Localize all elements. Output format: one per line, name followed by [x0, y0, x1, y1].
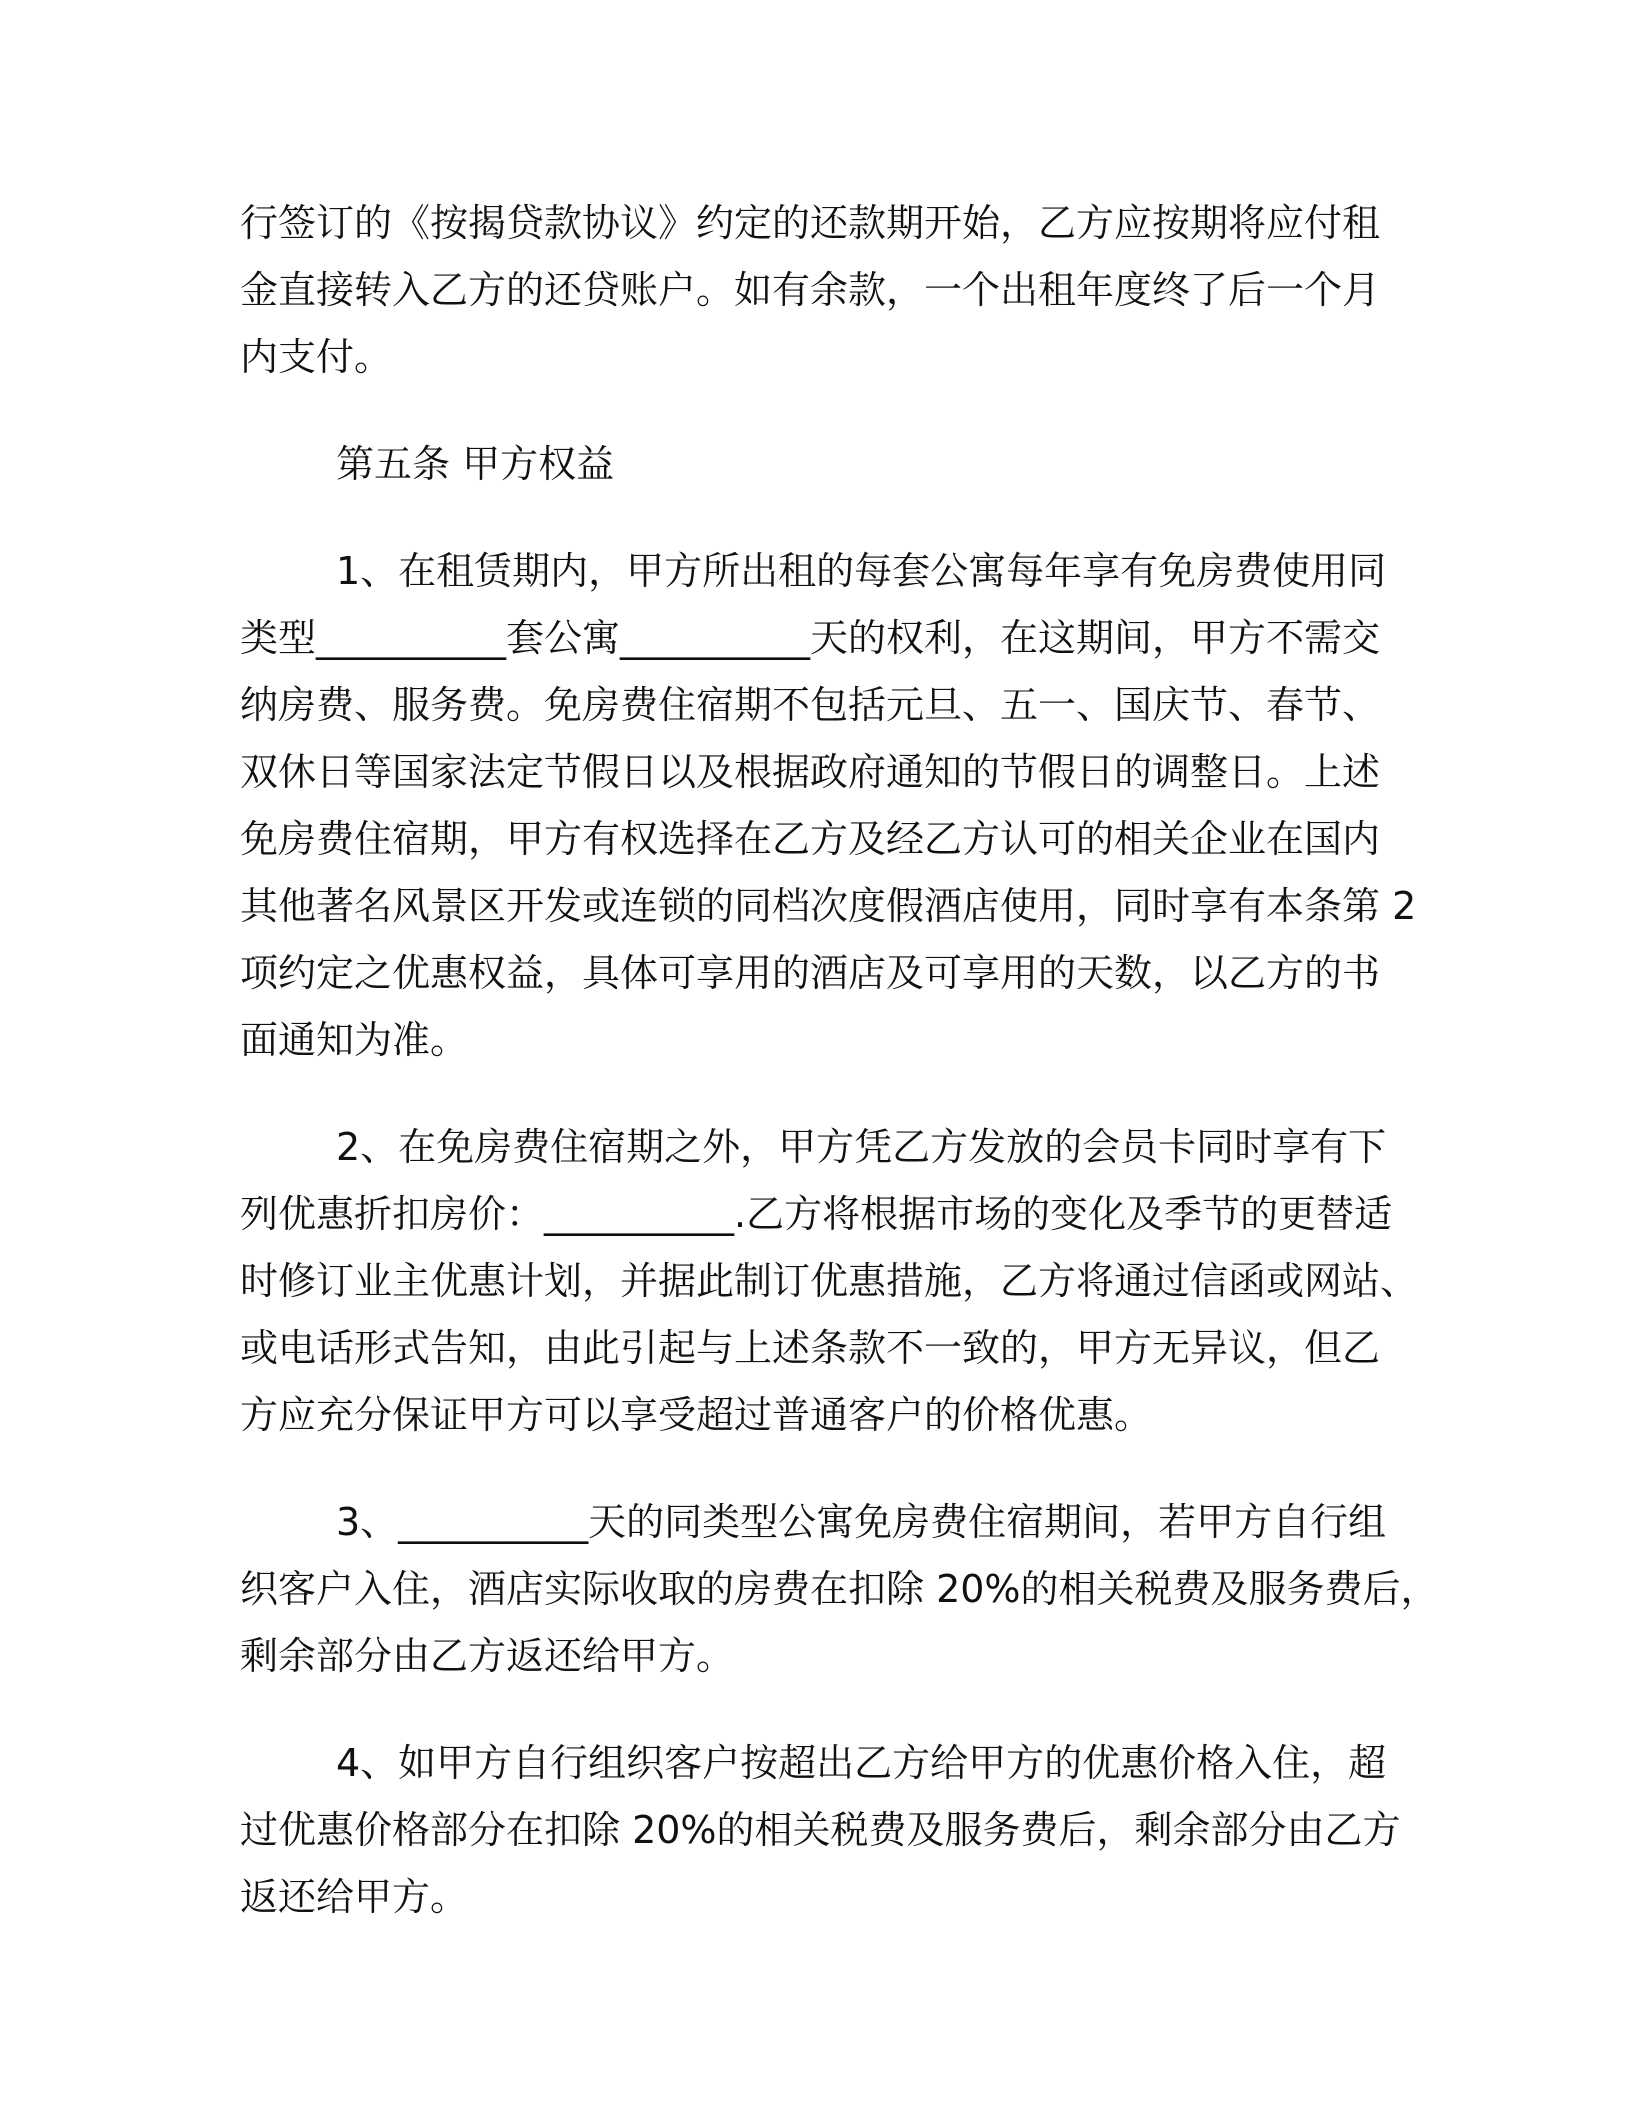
paragraph-line: 3、__________天的同类型公寓免房费住宿期间，若甲方自行组 — [336, 1500, 1387, 1544]
paragraph-line: 行签订的《按揭贷款协议》约定的还款期开始，乙方应按期将应付租 — [240, 201, 1381, 245]
clause-3 — [240, 1489, 1439, 1690]
paragraph-line: 或电话形式告知，由此引起与上述条款不一致的，甲方无异议，但乙 — [240, 1326, 1381, 1370]
paragraph-line: 纳房费、服务费。免房费住宿期不包括元旦、五一、国庆节、春节、 — [240, 683, 1381, 727]
paragraph-line: 2、在免房费住宿期之外，甲方凭乙方发放的会员卡同时享有下 — [336, 1125, 1387, 1169]
paragraph-line: 内支付。 — [240, 335, 393, 379]
paragraph-line: 列优惠折扣房价：__________.乙方将根据市场的变化及季节的更替适 — [240, 1192, 1393, 1236]
document-body — [240, 190, 1439, 1971]
paragraph-line: 面通知为准。 — [240, 1018, 469, 1062]
clause-2 — [240, 1114, 1419, 1449]
paragraph-line: 方应充分保证甲方可以享受超过普通客户的价格优惠。 — [240, 1393, 1153, 1437]
paragraph-line: 1、在租赁期内，甲方所出租的每套公寓每年享有免房费使用同 — [336, 549, 1387, 593]
paragraph-line: 剩余部分由乙方返还给甲方。 — [240, 1634, 735, 1678]
paragraph-line: 4、如甲方自行组织客户按超出乙方给甲方的优惠价格入住，超 — [336, 1741, 1387, 1785]
paragraph-line: 时修订业主优惠计划，并据此制订优惠措施，乙方将通过信函或网站、 — [240, 1259, 1419, 1303]
paragraph-line: 类型__________套公寓__________天的权利，在这期间，甲方不需交 — [240, 616, 1381, 660]
paragraph-line: 织客户入住，酒店实际收取的房费在扣除 20%的相关税费及服务费后， — [240, 1567, 1439, 1611]
paragraph-line: 过优惠价格部分在扣除 20%的相关税费及服务费后，剩余部分由乙方 — [240, 1808, 1401, 1852]
paragraph-line: 双休日等国家法定节假日以及根据政府通知的节假日的调整日。上述 — [240, 750, 1381, 794]
paragraph-line: 项约定之优惠权益，具体可享用的酒店及可享用的天数，以乙方的书 — [240, 951, 1381, 995]
clause-4 — [240, 1730, 1400, 1931]
paragraph-line: 免房费住宿期，甲方有权选择在乙方及经乙方认可的相关企业在国内 — [240, 817, 1381, 861]
paragraph-line: 其他著名风景区开发或连锁的同档次度假酒店使用，同时享有本条第 2 — [240, 884, 1417, 928]
paragraph-line: 金直接转入乙方的还贷账户。如有余款，一个出租年度终了后一个月 — [240, 268, 1381, 312]
continuation-paragraph — [240, 190, 1400, 391]
article-heading: 第五条 甲方权益 — [336, 442, 615, 486]
paragraph-line: 返还给甲方。 — [240, 1875, 469, 1919]
clause-1 — [240, 538, 1417, 1074]
